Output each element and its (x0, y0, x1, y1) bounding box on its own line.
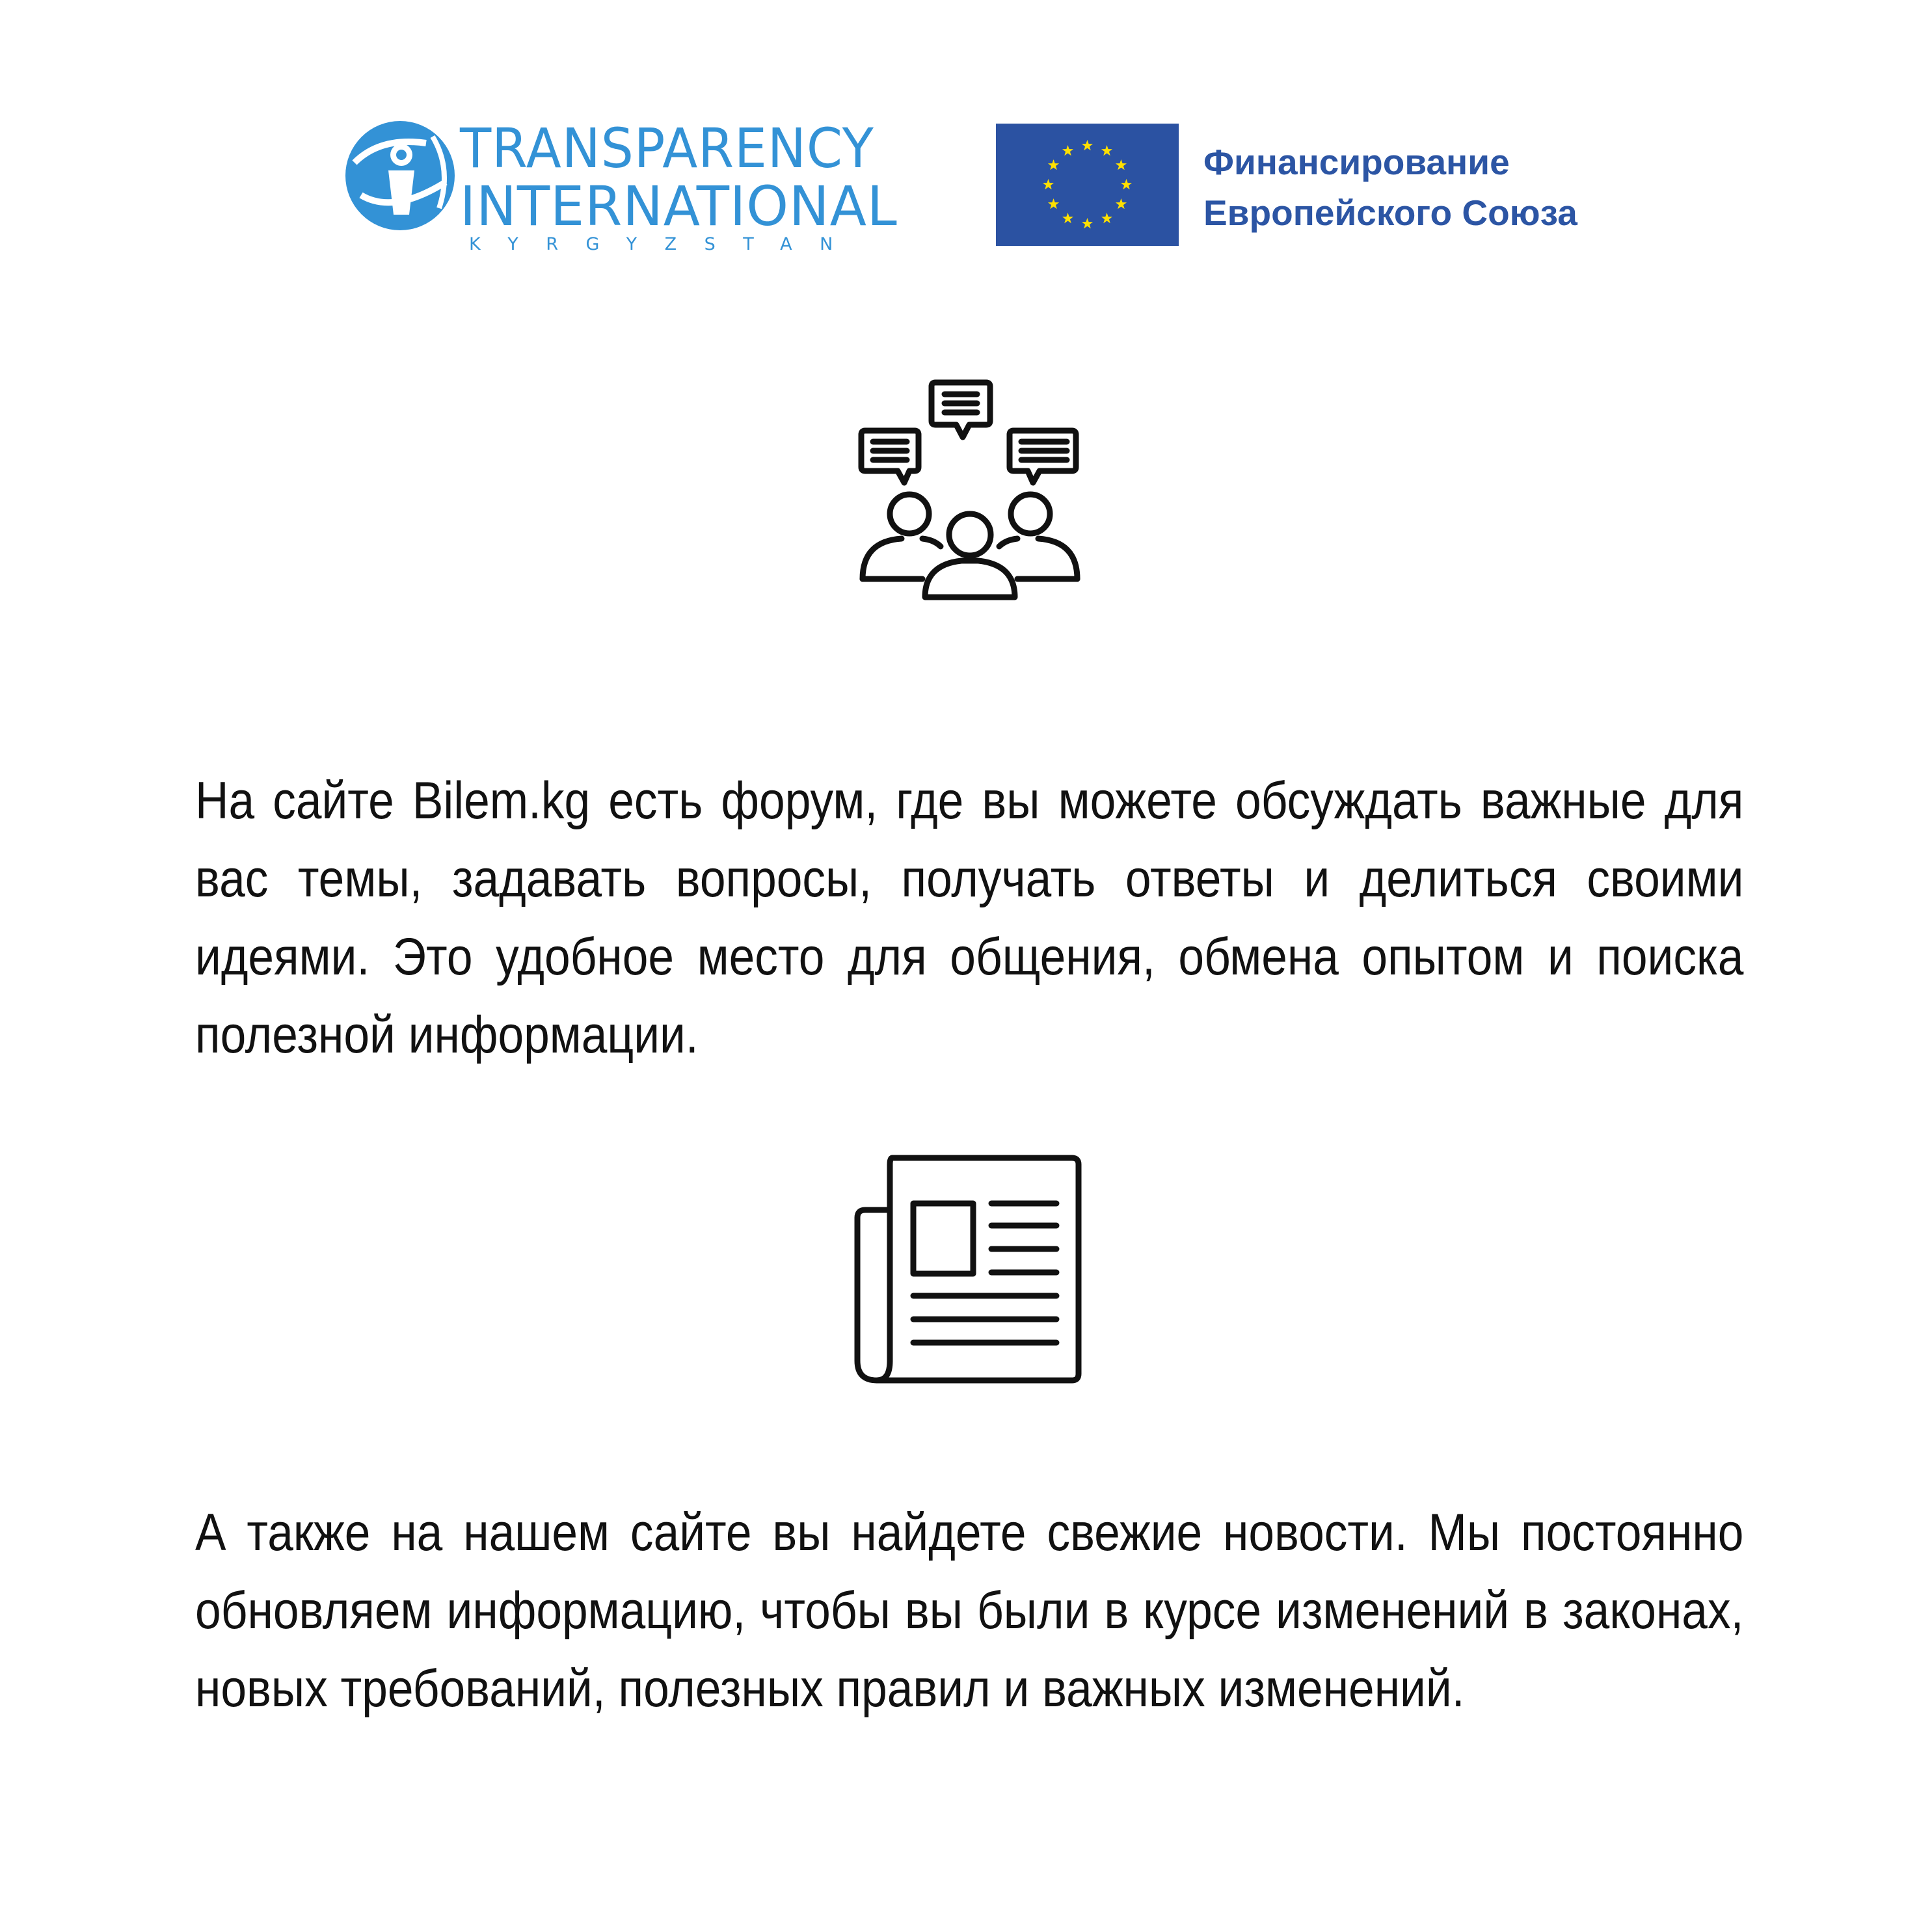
eu-funding-line-1: Финансирование (1203, 142, 1510, 182)
header (0, 0, 1932, 273)
forum-paragraph: На сайте Bilem.kg есть форум, где вы можете обсуждать важные для вас темы, задавать вопросы, получать ответы и делиться своими идеями. Это удобное место для общения, обмена опытом и поиска полезной информации. (195, 771, 1744, 1064)
people-discussion-icon (857, 379, 1082, 603)
newspaper-icon (853, 1154, 1082, 1384)
eu-flag-icon (996, 124, 1179, 246)
ti-logo-line-3: KYRGYZSTAN (469, 234, 861, 254)
news-paragraph: А также на нашем сайте вы найдете свежие новости. Мы постоянно обновляем информацию, чтобы вы были в курсе изменений в законах, новых требований, полезных правил и важных изменений. (195, 1503, 1744, 1718)
eu-funding-line-2: Европейского Союза (1203, 193, 1577, 233)
ti-logo-line-1: TRANSPARENCY (460, 116, 874, 180)
ti-emblem-icon (342, 117, 459, 234)
transparency-international-logo (342, 117, 953, 257)
eu-funding-label (1203, 137, 1577, 238)
ti-logo-line-2: INTERNATIONAL (460, 174, 898, 238)
